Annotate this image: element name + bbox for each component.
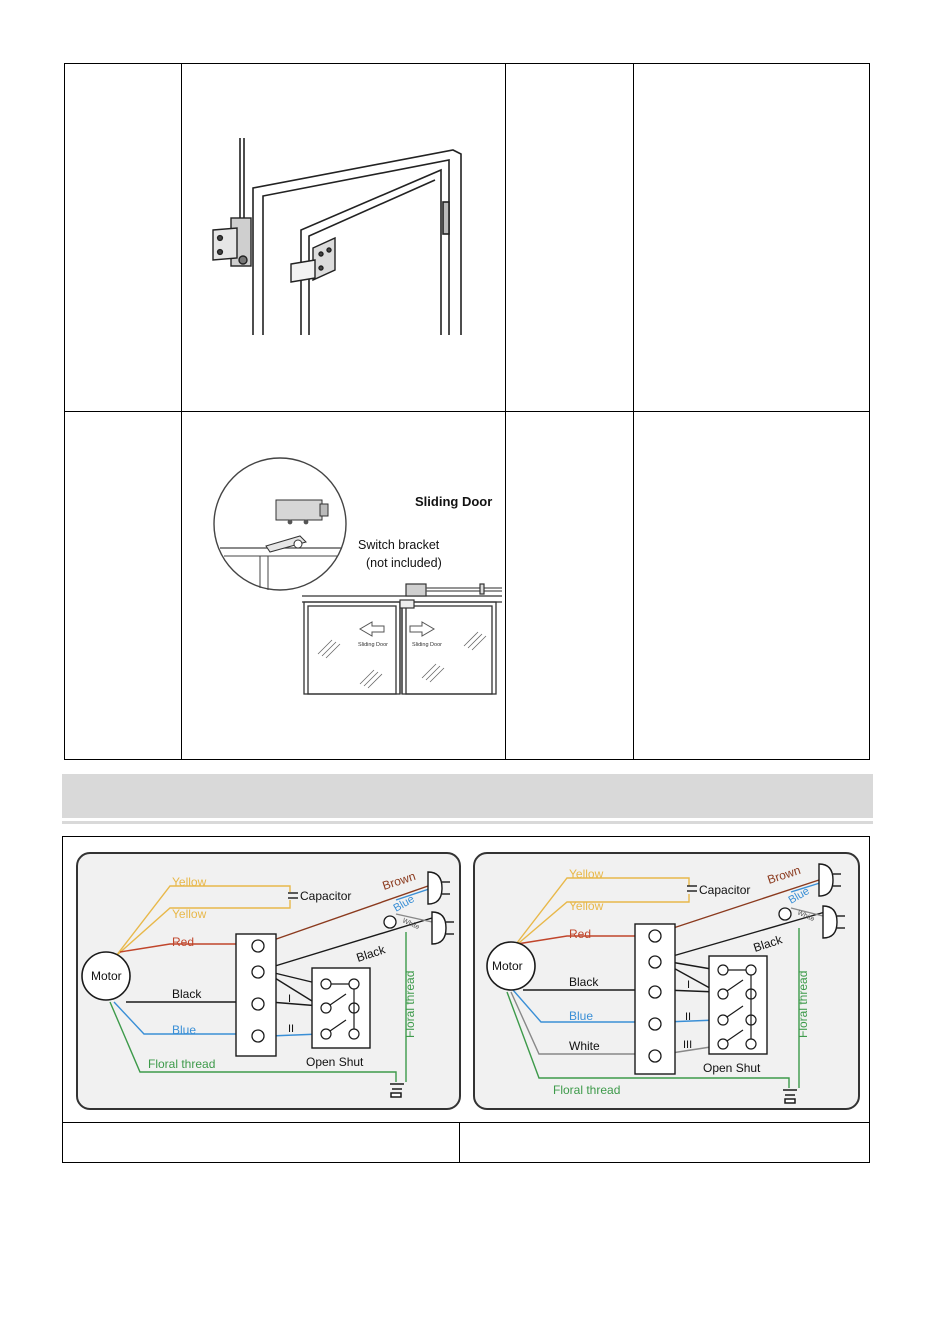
plug-icon [819, 864, 833, 896]
open-shut-label: Open Shut [306, 1055, 364, 1069]
speed-2-label: II [685, 1011, 692, 1023]
caption-row-divider [63, 1122, 869, 1123]
brown-label: Brown [765, 863, 803, 887]
section-header-band [62, 774, 873, 818]
caption-right [467, 1129, 863, 1155]
yellow-label-1: Yellow [569, 867, 604, 881]
white-wire-label: White [569, 1039, 600, 1053]
floral-thread-vertical-label: Floral thread [796, 970, 810, 1038]
black-wire-label: Black [172, 987, 202, 1001]
plug-icon [432, 912, 446, 944]
floral-thread-label: Floral thread [148, 1057, 216, 1071]
black-top-label: Black [354, 942, 387, 965]
detail-circle [214, 458, 346, 590]
row-divider [65, 411, 869, 412]
speed-3-label: III [683, 1039, 693, 1051]
ground-icon [390, 1084, 404, 1097]
left-arrow-label: Sliding Door [358, 642, 388, 648]
white-plug-label: White [796, 909, 816, 924]
caption-left [71, 1129, 451, 1155]
red-label: Red [172, 935, 195, 949]
sliding-door-illustration [210, 456, 502, 698]
section-header-underline [62, 821, 873, 824]
capacitor-label: Capacitor [699, 883, 751, 897]
yellow-label-1: Yellow [172, 875, 207, 889]
speed-2-label: II [288, 1023, 295, 1035]
blue-wire-label: Blue [172, 1023, 197, 1037]
wiring-diagram-right-svg [473, 852, 860, 1110]
red-label: Red [569, 927, 592, 941]
yellow-label-2: Yellow [569, 899, 604, 913]
open-shut-label: Open Shut [703, 1061, 761, 1075]
blue-plug-label: Blue [391, 893, 417, 915]
blue-plug-label: Blue [786, 885, 812, 907]
sliding-panels [302, 596, 502, 694]
white-plug-label: White [401, 917, 421, 932]
brown-label: Brown [380, 869, 418, 893]
floral-thread-vertical-label: Floral thread [403, 970, 417, 1038]
speed-1-label: I [288, 993, 292, 1005]
hinged-door-illustration [195, 130, 485, 340]
plug-icon [428, 872, 442, 904]
not-included-label: (not included) [366, 556, 442, 570]
right-arrow-label: Sliding Door [412, 642, 442, 648]
floral-thread-label: Floral thread [553, 1083, 621, 1097]
caption-col-divider [459, 1122, 460, 1162]
switch-bracket-label: Switch bracket [358, 538, 440, 552]
sliding-door-title: Sliding Door [415, 494, 493, 509]
wiring-diagram-left-svg [76, 852, 461, 1110]
black-wire-label: Black [569, 975, 599, 989]
plug-icon [823, 906, 837, 938]
capacitor-label: Capacitor [300, 889, 352, 903]
yellow-label-2: Yellow [172, 907, 207, 921]
motor-label: Motor [492, 959, 523, 973]
speed-1-label: I [687, 979, 691, 991]
motor-label: Motor [91, 969, 122, 983]
ground-icon [783, 1090, 797, 1103]
blue-wire-label: Blue [569, 1009, 594, 1023]
black-top-label: Black [751, 932, 784, 955]
